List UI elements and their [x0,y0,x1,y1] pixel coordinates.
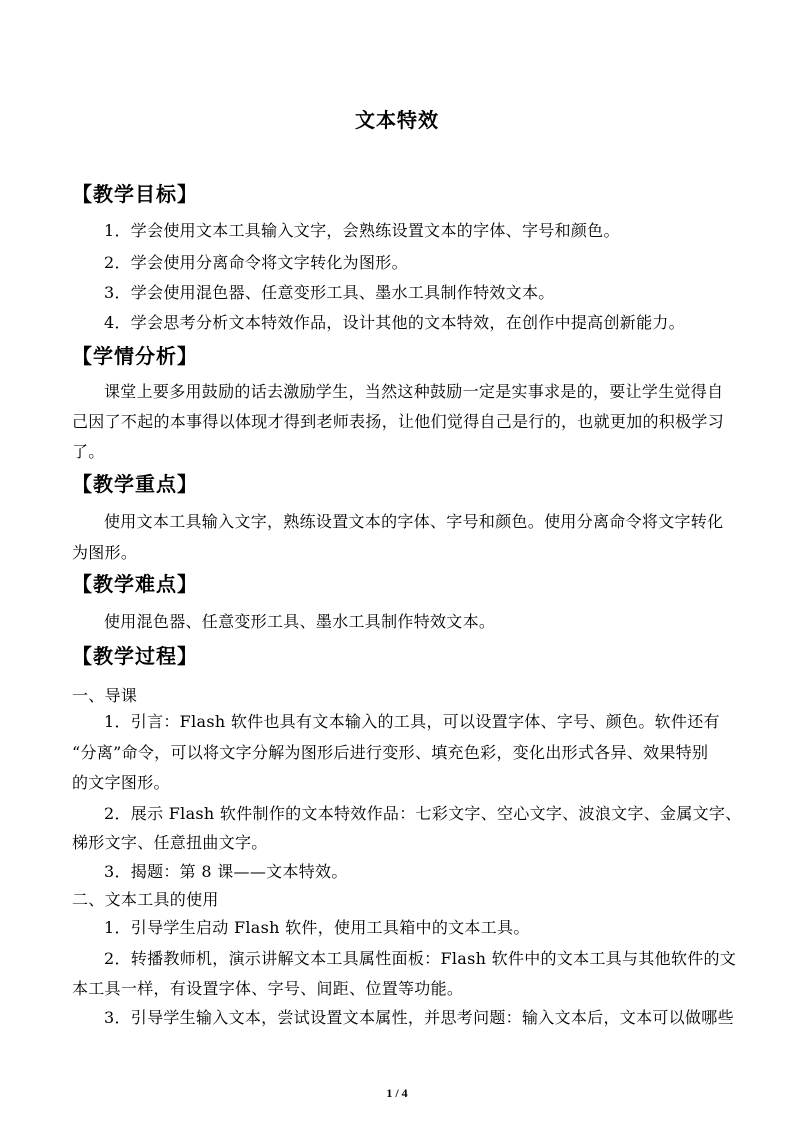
section-heading-difficulties: 【教学难点】 [72,572,198,596]
process-part-title: 二、文本工具的使用 [72,890,219,909]
process-line: 3．揭题：第 8 课——文本特效。 [104,862,348,881]
process-line: 2．转播教师机，演示讲解文本工具属性面板：Flash 软件中的文本工具与其他软件的文 [104,949,737,968]
objective-item: 3．学会使用混色器、任意变形工具、墨水工具制作特效文本。 [104,283,555,302]
objective-item: 1．学会使用文本工具输入文字，会熟练设置文本的字体、字号和颜色。 [104,221,620,240]
key-points-line: 为图形。 [72,543,138,562]
objective-item: 4．学会思考分析文本特效作品，设计其他的文本特效，在创作中提高创新能力。 [104,313,685,332]
key-points-line: 使用文本工具输入文字，熟练设置文本的字体、字号和颜色。使用分离命令将文字转化 [104,512,724,531]
page-title: 文本特效 [355,108,439,132]
process-line: 的文字图形。 [72,773,170,792]
process-line: 2．展示 Flash 软件制作的文本特效作品：七彩文字、空心文字、波浪文字、金属文字、 [104,804,742,823]
process-line: 1．引导学生启动 Flash 软件，使用工具箱中的文本工具。 [104,918,530,937]
difficulties-line: 使用混色器、任意变形工具、墨水工具制作特效文本。 [104,612,496,631]
section-heading-key-points: 【教学重点】 [72,472,198,496]
section-heading-process: 【教学过程】 [72,644,198,668]
analysis-line: 了。 [72,442,105,461]
analysis-line: 己因了不起的本事得以体现才得到老师表扬，让他们觉得自己是行的，也就更加的积极学习 [72,412,725,431]
process-line: 3．引导学生输入文本，尝试设置文本属性，并思考问题：输入文本后，文本可以做哪些 [104,1008,734,1027]
analysis-line: 课堂上要多用鼓励的话去激励学生，当然这种鼓励一定是实事求是的，要让学生觉得自 [104,382,724,401]
process-part-title: 一、导课 [72,686,138,705]
objective-item: 2．学会使用分离命令将文字转化为图形。 [104,253,408,272]
process-line: 本工具一样，有设置字体、字号、间距、位置等功能。 [72,979,464,998]
page-number: 1 / 4 [386,1086,408,1100]
process-line: “分离”命令，可以将文字分解为图形后进行变形、填充色彩，变化出形式各异、效果特别 [72,743,709,762]
section-heading-objectives: 【教学目标】 [72,182,198,206]
process-line: 梯形文字、任意扭曲文字。 [72,833,268,852]
process-line: 1．引言：Flash 软件也具有文本输入的工具，可以设置字体、字号、颜色。软件还有 [104,712,720,731]
section-heading-analysis: 【学情分析】 [72,344,198,368]
